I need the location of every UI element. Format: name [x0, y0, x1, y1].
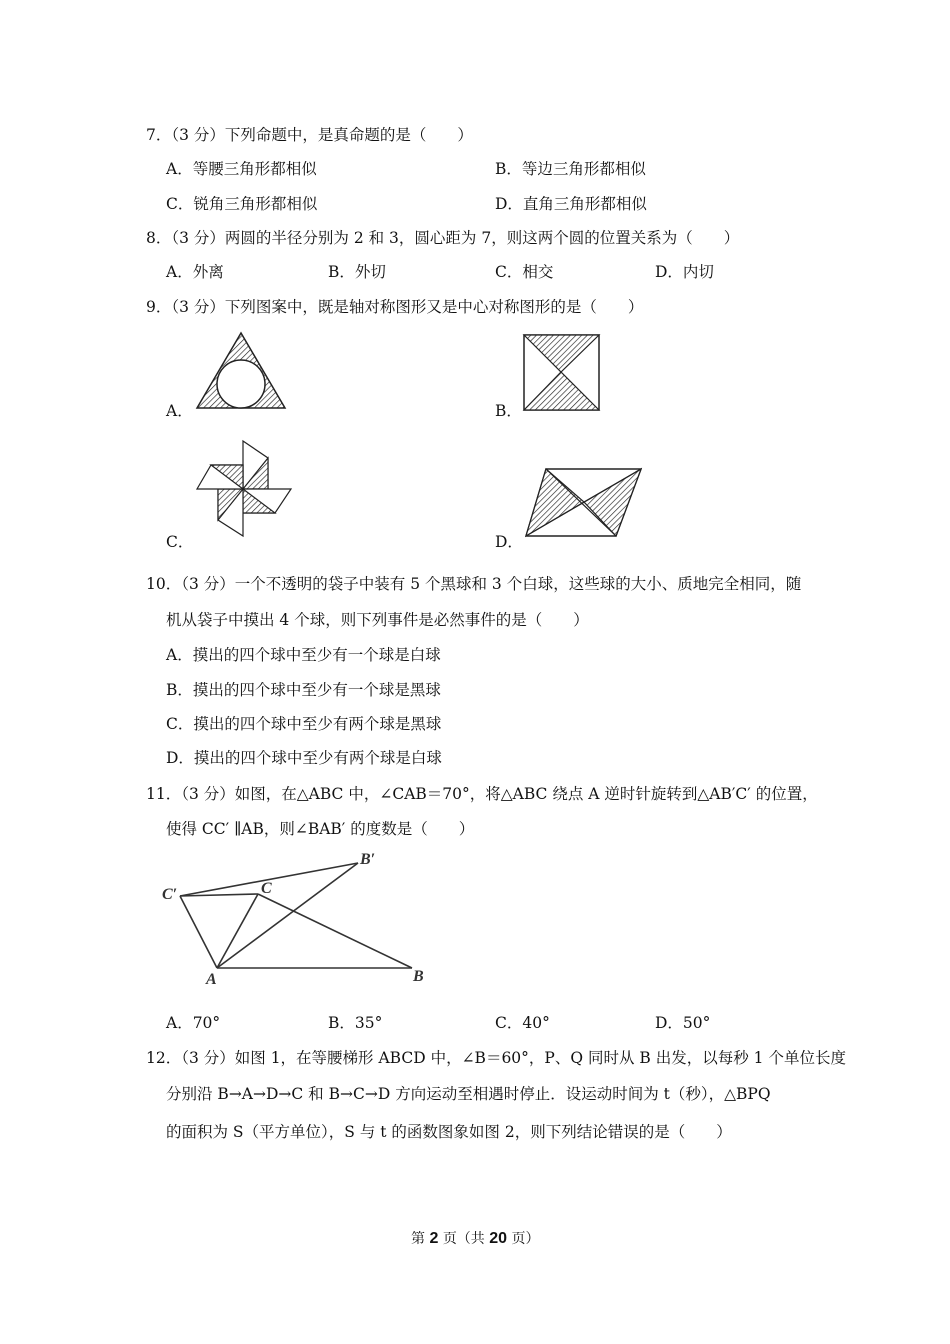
q10-stem-line1: 10．（3 分）一个不透明的袋子中装有 5 个黑球和 3 个白球，这些球的大小、质地完全相同，随 [146, 575, 802, 593]
q11-option-b: B．35° [328, 1014, 383, 1032]
q8-option-a: A．外离 [166, 263, 224, 281]
footer-prefix: 第 [411, 1231, 425, 1247]
q11-option-a: A．70° [166, 1014, 221, 1032]
footer-page-number: 2 [429, 1230, 439, 1247]
footer-middle: 页（共 [442, 1231, 485, 1247]
q11-label-b-prime: B′ [360, 851, 376, 868]
q8-option-d: D．内切 [655, 263, 714, 281]
footer-suffix: 页） [511, 1231, 540, 1247]
q7-stem: 7．（3 分）下列命题中，是真命题的是（ ） [146, 126, 473, 144]
q11-stem-line1: 11．（3 分）如图，在△ABC 中，∠CAB＝70°，将△ABC 绕点 A 逆时针旋转到△AB′C′ 的位置， [146, 785, 818, 803]
q10-option-c: C．摸出的四个球中至少有两个球是黑球 [166, 715, 442, 733]
q9-option-b: B． [495, 402, 522, 420]
q7-option-d: D．直角三角形都相似 [495, 195, 647, 213]
q10-stem-line2: 机从袋子中摸出 4 个球，则下列事件是必然事件的是（ ） [166, 611, 589, 629]
q10-option-a: A．摸出的四个球中至少有一个球是白球 [166, 646, 441, 664]
q11-stem-line2: 使得 CC′ ∥AB，则∠BAB′ 的度数是（ ） [166, 820, 475, 838]
q7-option-b: B．等边三角形都相似 [495, 160, 646, 178]
page-footer [411, 1231, 540, 1247]
q9-option-c: C． [166, 533, 194, 551]
q7-option-c: C．锐角三角形都相似 [166, 195, 318, 213]
q8-option-c: C．相交 [495, 263, 554, 281]
q11-option-d: D．50° [655, 1014, 711, 1032]
q11-label-b: B [413, 968, 424, 985]
q12-stem-line2: 分别沿 B→A→D→C 和 B→C→D 方向运动至相遇时停止．设运动时间为 t（秒），△BPQ [166, 1085, 771, 1103]
q9-option-d: D． [495, 533, 523, 551]
q7-option-a: A．等腰三角形都相似 [166, 160, 317, 178]
q11-label-a: A [206, 971, 217, 988]
q9-stem: 9．（3 分）下列图案中，既是轴对称图形又是中心对称图形的是（ ） [146, 298, 644, 316]
q9-option-a: A． [166, 402, 193, 420]
q11-label-c: C [261, 880, 272, 897]
q12-stem-line1: 12．（3 分）如图 1，在等腰梯形 ABCD 中，∠B＝60°，P、Q 同时从 B 出发，以每秒 1 个单位长度 [146, 1049, 846, 1067]
footer-total-pages: 20 [489, 1230, 508, 1247]
q11-option-c: C．40° [495, 1014, 550, 1032]
q8-stem: 8．（3 分）两圆的半径分别为 2 和 3，圆心距为 7，则这两个圆的位置关系为（ ） [146, 229, 740, 247]
q8-option-b: B．外切 [328, 263, 386, 281]
q10-option-b: B．摸出的四个球中至少有一个球是黑球 [166, 681, 441, 699]
q11-label-c-prime: C′ [162, 886, 178, 903]
q10-option-d: D．摸出的四个球中至少有两个球是白球 [166, 749, 442, 767]
q12-stem-line3: 的面积为 S（平方单位），S 与 t 的函数图象如图 2，则下列结论错误的是（ ） [166, 1123, 732, 1141]
